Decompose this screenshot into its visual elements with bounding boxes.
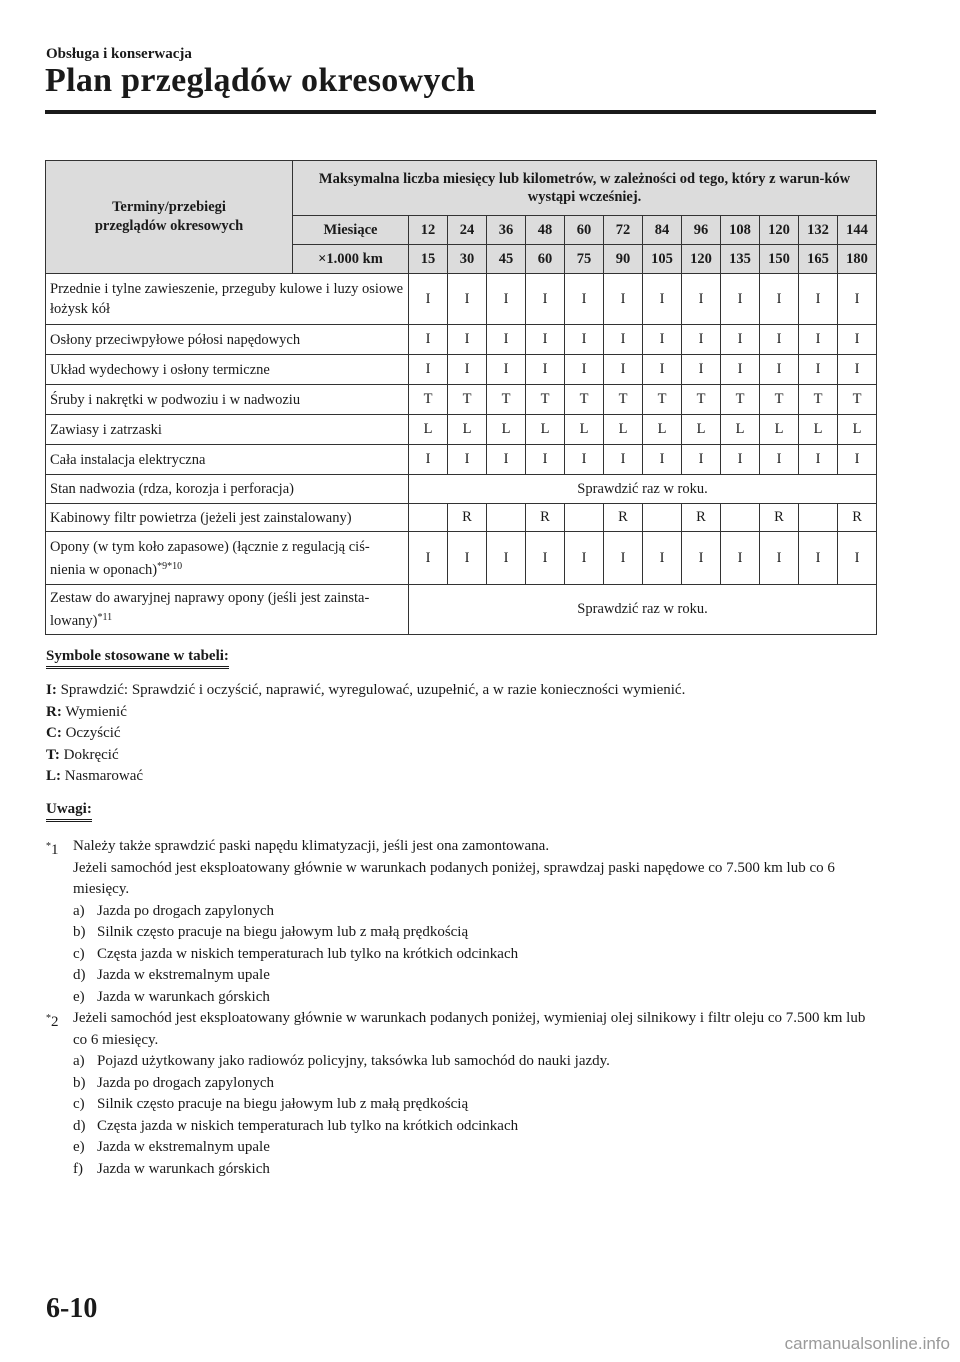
schedule-cell: I [565, 532, 604, 585]
km-header-cell: 45 [487, 245, 526, 274]
schedule-cell: I [838, 325, 877, 355]
footnote-subitem [73, 1159, 876, 1181]
legend-item [46, 702, 685, 724]
footnote-subitem [73, 1137, 876, 1159]
item-cell [46, 325, 409, 355]
schedule-cell: T [760, 385, 799, 415]
header-row-merged [46, 161, 877, 216]
item-label: Zawiasy i zatrzaski [50, 421, 162, 438]
schedule-cell: I [643, 355, 682, 385]
schedule-cell: T [643, 385, 682, 415]
subitem-label: d) [73, 967, 86, 983]
annual-check-note: Sprawdzić raz w roku. [409, 585, 877, 635]
table-row [46, 274, 877, 325]
legend-item [46, 723, 685, 745]
subitem-label: e) [73, 1139, 85, 1155]
schedule-cell: I [409, 445, 448, 475]
notes-heading: Uwagi: [46, 801, 92, 822]
subitem-text: Jazda w ekstremalnym upale [97, 967, 270, 983]
schedule-cell: L [526, 415, 565, 445]
schedule-cell: I [682, 325, 721, 355]
legend-item [46, 766, 685, 788]
item-cell [46, 532, 409, 585]
table-row [46, 415, 877, 445]
subitem-label: c) [73, 1096, 85, 1112]
schedule-cell: R [760, 504, 799, 532]
subitem-label: d) [73, 1117, 86, 1134]
months-label: Miesiące [293, 216, 409, 245]
title-divider [45, 110, 876, 114]
schedule-cell: R [838, 504, 877, 532]
month-header-cell: 72 [604, 216, 643, 245]
maintenance-schedule-table [45, 160, 877, 635]
table-row [46, 325, 877, 355]
schedule-cell: T [721, 385, 760, 415]
annual-check-note: Sprawdzić raz w roku. [409, 475, 877, 504]
schedule-cell: L [682, 415, 721, 445]
subitem-label: c) [73, 945, 85, 962]
item-label: Śruby i nakrętki w podwoziu i w nadwoziu [50, 391, 301, 408]
month-header-cell: 132 [799, 216, 838, 245]
legend-text: Oczyścić [65, 725, 121, 741]
legend-item [46, 745, 685, 767]
schedule-cell: I [526, 532, 565, 585]
subitem-label: a) [73, 1053, 85, 1069]
schedule-cell: I [487, 532, 526, 585]
schedule-cell: I [448, 532, 487, 585]
schedule-cell: I [604, 445, 643, 475]
footnote-subitem [73, 1051, 876, 1073]
schedule-cell: L [721, 415, 760, 445]
schedule-cell: I [682, 445, 721, 475]
item-cell [46, 274, 409, 325]
schedule-cell: I [526, 355, 565, 385]
item-label: Stan nadwozia (rdza, korozja i perforacja) [50, 481, 294, 497]
schedule-cell: I [838, 445, 877, 475]
schedule-cell: I [721, 355, 760, 385]
km-header-cell: 135 [721, 245, 760, 274]
schedule-cell: I [838, 274, 877, 325]
schedule-cell: T [526, 385, 565, 415]
watermark: carmanualsonline.info [784, 1334, 950, 1353]
footnote-subitem [73, 987, 876, 1009]
month-header-cell: 36 [487, 216, 526, 245]
schedule-cell: T [565, 385, 604, 415]
footnote-text: Jeżeli samochód jest eksploatowany głównie w warunkach podanych poniżej, wymieniaj olej silnikowy i filtr oleju co 7.500 km lub co 6 miesięcy. [73, 1010, 866, 1048]
schedule-cell: T [799, 385, 838, 415]
item-label: Przednie i tylne zawieszenie, przeguby kulowe i luzy osiowe łożysk kół [50, 281, 404, 317]
symbols-heading: Symbole stosowane w tabeli: [46, 648, 229, 669]
schedule-cell [799, 504, 838, 532]
month-header-cell: 24 [448, 216, 487, 245]
table-row [46, 355, 877, 385]
item-cell [46, 585, 409, 635]
schedule-cell: I [604, 532, 643, 585]
schedule-cell: I [526, 325, 565, 355]
schedule-cell: T [838, 385, 877, 415]
schedule-cell: I [721, 274, 760, 325]
subitem-text: Jazda w warunkach górskich [97, 988, 270, 1005]
schedule-cell: T [604, 385, 643, 415]
schedule-cell: L [799, 415, 838, 445]
schedule-cell: I [721, 445, 760, 475]
schedule-cell: I [721, 532, 760, 585]
footnote-marker [46, 1008, 59, 1034]
schedule-cell: I [760, 355, 799, 385]
schedule-cell: I [526, 445, 565, 475]
subitem-label: a) [73, 902, 85, 919]
month-header-cell: 96 [682, 216, 721, 245]
month-header-cell: 144 [838, 216, 877, 245]
subitem-text: Jazda w ekstremalnym upale [97, 1139, 270, 1155]
schedule-cell: I [409, 532, 448, 585]
schedule-cell [487, 504, 526, 532]
legend-item [46, 680, 685, 702]
schedule-cell: R [526, 504, 565, 532]
schedule-cell: R [682, 504, 721, 532]
schedule-cell: L [604, 415, 643, 445]
km-header-cell: 105 [643, 245, 682, 274]
schedule-cell: I [409, 325, 448, 355]
schedule-cell: I [682, 532, 721, 585]
item-cell [46, 385, 409, 415]
schedule-cell: I [643, 532, 682, 585]
item-label: Cała instalacja elektryczna [50, 451, 206, 468]
schedule-cell: L [565, 415, 604, 445]
schedule-cell: I [838, 355, 877, 385]
page-number: 6-10 [46, 1293, 98, 1324]
schedule-cell: L [838, 415, 877, 445]
subitem-label: b) [73, 1074, 86, 1091]
schedule-cell: L [760, 415, 799, 445]
schedule-cell [721, 504, 760, 532]
schedule-cell [643, 504, 682, 532]
month-header-cell: 60 [565, 216, 604, 245]
footnote-subitem [73, 1094, 876, 1116]
month-header-cell: 108 [721, 216, 760, 245]
schedule-cell: R [604, 504, 643, 532]
item-label: Kabinowy filtr powietrza (jeżeli jest zainstalowany) [50, 509, 352, 526]
month-header-cell: 48 [526, 216, 565, 245]
schedule-cell: I [643, 325, 682, 355]
schedule-cell: I [565, 355, 604, 385]
month-header-cell: 12 [409, 216, 448, 245]
page-title: Plan przeglądów okresowych [45, 62, 476, 99]
subitem-label: f) [73, 1160, 83, 1177]
schedule-cell: I [448, 274, 487, 325]
schedule-cell: I [487, 355, 526, 385]
schedule-cell: T [409, 385, 448, 415]
schedule-cell: I [526, 274, 565, 325]
item-label: Opony (w tym koło zapasowe) (łącznie z regulacją ciś-nienia w oponach) [50, 538, 370, 578]
schedule-cell: I [409, 274, 448, 325]
corner-header: Terminy/przebiegi przeglądów okresowych [46, 161, 293, 274]
schedule-cell: I [799, 445, 838, 475]
asterisk: * [46, 1013, 51, 1024]
legend-text: Dokręcić [63, 746, 119, 763]
km-header-cell: 90 [604, 245, 643, 274]
footnote [46, 836, 876, 1008]
schedule-cell: I [487, 274, 526, 325]
schedule-cell: I [838, 532, 877, 585]
schedule-cell: T [448, 385, 487, 415]
schedule-cell: I [799, 355, 838, 385]
schedule-cell: I [682, 274, 721, 325]
month-header-cell: 120 [760, 216, 799, 245]
km-header-cell: 75 [565, 245, 604, 274]
subitem-text: Silnik często pracuje na biegu jałowym lub z małą prędkością [97, 924, 469, 940]
schedule-cell: I [409, 355, 448, 385]
schedule-cell [409, 504, 448, 532]
schedule-cell: I [643, 274, 682, 325]
schedule-cell: I [799, 274, 838, 325]
schedule-cell: I [760, 532, 799, 585]
asterisk: * [46, 841, 51, 852]
month-header-cell: 84 [643, 216, 682, 245]
schedule-cell: I [604, 325, 643, 355]
subitem-text: Częsta jazda w niskich temperaturach lub tylko na krótkich odcinkach [97, 1117, 519, 1134]
table-body [46, 274, 877, 635]
km-header-cell: 180 [838, 245, 877, 274]
schedule-cell: I [799, 325, 838, 355]
schedule-cell: R [448, 504, 487, 532]
item-cell [46, 504, 409, 532]
subitem-label: e) [73, 988, 85, 1005]
km-header-cell: 15 [409, 245, 448, 274]
legend-key: R: [46, 703, 62, 720]
schedule-cell: I [643, 445, 682, 475]
schedule-cell: I [760, 274, 799, 325]
footnote-text: Jeżeli samochód jest eksploatowany głównie w warunkach podanych poniżej, sprawdzaj paski napędowe co 7.500 km lub co 6 miesięcy. [73, 859, 835, 897]
legend-key: C: [46, 725, 62, 741]
footnote-marker [46, 836, 59, 862]
legend-text: Wymienić [65, 703, 127, 720]
schedule-cell: L [448, 415, 487, 445]
km-header-cell: 165 [799, 245, 838, 274]
item-label: Zestaw do awaryjnej naprawy opony (jeśli jest zainsta-lowany) [50, 590, 370, 629]
table-row [46, 385, 877, 415]
subitem-text: Częsta jazda w niskich temperaturach lub tylko na krótkich odcinkach [97, 945, 519, 962]
legend-key: T: [46, 746, 60, 763]
km-label: ×1.000 km [293, 245, 409, 274]
table-row [46, 504, 877, 532]
schedule-cell: I [448, 355, 487, 385]
footnote-subitem [73, 922, 876, 944]
schedule-cell: I [799, 532, 838, 585]
footnote-subitem [73, 1073, 876, 1095]
footnote-text: Należy także sprawdzić paski napędu klimatyzacji, jeśli jest ona zamontowana. [73, 838, 550, 854]
subitem-label: b) [73, 924, 86, 940]
km-header-cell: 60 [526, 245, 565, 274]
schedule-cell: I [604, 355, 643, 385]
schedule-cell: I [760, 445, 799, 475]
schedule-cell: I [682, 355, 721, 385]
legend-key: I: [46, 682, 57, 698]
km-header-cell: 150 [760, 245, 799, 274]
footnote-ref: *11 [97, 612, 113, 623]
notes-list [46, 836, 876, 1180]
subitem-text: Jazda w warunkach górskich [97, 1160, 270, 1177]
footnote-subitem [73, 1116, 876, 1138]
schedule-cell: I [565, 445, 604, 475]
schedule-cell: L [409, 415, 448, 445]
schedule-cell: I [604, 274, 643, 325]
schedule-cell: I [721, 325, 760, 355]
table-row [46, 475, 877, 504]
schedule-cell: I [448, 325, 487, 355]
schedule-cell: L [487, 415, 526, 445]
table-row [46, 445, 877, 475]
subitem-text: Silnik często pracuje na biegu jałowym lub z małą prędkością [97, 1096, 469, 1112]
schedule-cell: I [487, 325, 526, 355]
schedule-cell: I [565, 325, 604, 355]
item-cell [46, 415, 409, 445]
interval-header: Maksymalna liczba miesięcy lub kilometrów, w zależności od tego, który z warun-ków wystąpi wcześniej. [293, 161, 877, 216]
item-cell [46, 475, 409, 504]
symbols-legend [46, 680, 685, 788]
legend-text: Sprawdzić: Sprawdzić i oczyścić, naprawić, wyregulować, uzupełnić, a w razie konieczności wymienić. [60, 682, 686, 698]
section-label: Obsługa i konserwacja [46, 46, 192, 62]
subitem-text: Jazda po drogach zapylonych [97, 902, 275, 919]
item-label: Układ wydechowy i osłony termiczne [50, 361, 270, 378]
table-row [46, 532, 877, 585]
footnote-number: 2 [51, 1014, 59, 1030]
schedule-cell: T [487, 385, 526, 415]
footnote-subitem [73, 944, 876, 966]
footnote-number: 1 [51, 842, 59, 858]
item-label: Osłony przeciwpyłowe półosi napędowych [50, 331, 301, 348]
schedule-cell: L [643, 415, 682, 445]
km-header-cell: 120 [682, 245, 721, 274]
legend-text: Nasmarować [64, 768, 144, 784]
item-cell [46, 445, 409, 475]
footnote-subitem [73, 901, 876, 923]
schedule-cell: I [487, 445, 526, 475]
schedule-cell: I [565, 274, 604, 325]
schedule-cell [565, 504, 604, 532]
footnote-ref: *9*10 [157, 560, 183, 572]
item-cell [46, 355, 409, 385]
table-row [46, 585, 877, 635]
schedule-cell: I [760, 325, 799, 355]
subitem-text: Jazda po drogach zapylonych [97, 1074, 275, 1091]
footnote [46, 1008, 876, 1180]
footnote-subitem [73, 965, 876, 987]
subitem-text: Pojazd użytkowany jako radiowóz policyjny, taksówka lub samochód do nauki jazdy. [97, 1053, 610, 1069]
legend-key: L: [46, 768, 61, 784]
schedule-cell: T [682, 385, 721, 415]
km-header-cell: 30 [448, 245, 487, 274]
schedule-cell: I [448, 445, 487, 475]
